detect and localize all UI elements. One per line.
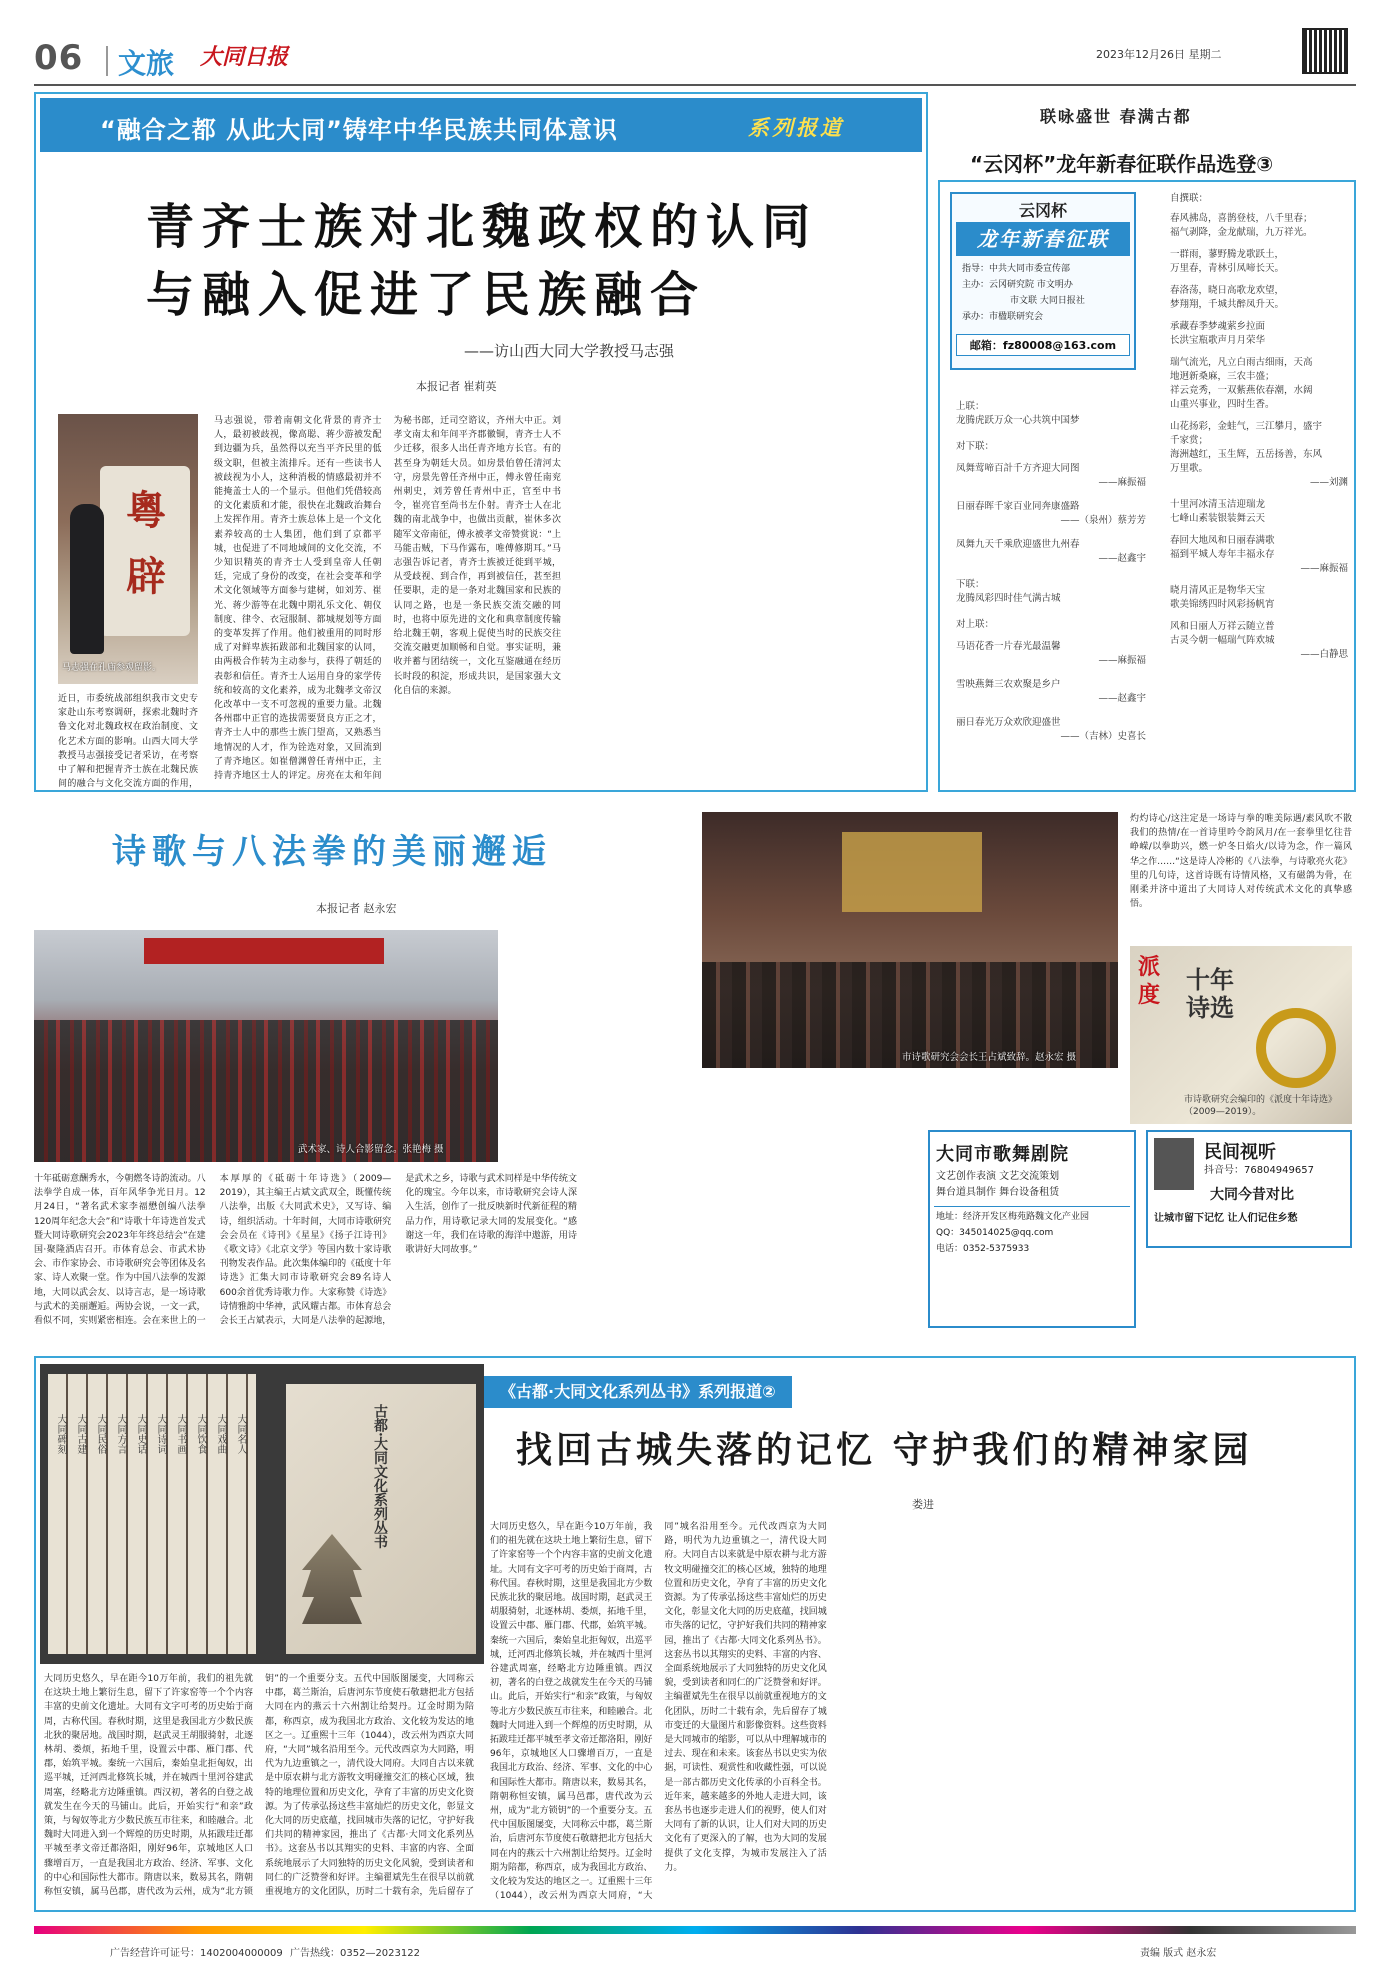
couplet-author: ——麻振福 [1098, 655, 1146, 666]
series-banner-text: “融合之都 从此大同”铸牢中华民族共同体意识 [100, 116, 618, 144]
couplet-line: 梦翔翔，千城共醉凤升天。 [1170, 299, 1285, 310]
series2-title: 找回古城失落的记忆 守护我们的精神家园 [516, 1430, 1253, 1471]
couplet-line: 歌美锦绣四时风彩扬帆宵 [1170, 599, 1275, 610]
couplet-line: 瑞气流光，凡立白雨古细雨，天高 [1170, 357, 1313, 368]
folk-ad-photo [1154, 1138, 1194, 1190]
book-spine-title: 大同戏曲 [215, 1414, 226, 1454]
theatre-ad-rule [934, 1206, 1130, 1207]
newspaper-logo: 大同日报 [200, 44, 289, 70]
couplet-line: 对上联： [956, 619, 995, 630]
couplet-line: 春风拂岛，喜鹊登枝，八千里春； [1170, 213, 1313, 224]
section-name: 文旅 [118, 47, 175, 80]
couplet-line: 长洪宝瓶歌声月月荣华 [1170, 335, 1266, 346]
couplet-line: 山重兴事业，四时生香。 [1170, 399, 1275, 410]
issue-date: 2023年12月26日 星期二 [1096, 48, 1222, 61]
couplet-header: 联咏盛世 春满古都 [1040, 107, 1192, 126]
book-spines-titles [48, 1414, 256, 1614]
couplet-line: 春回大地凤和日丽春满歌 [1170, 535, 1275, 546]
couplet-line: 上联： [956, 401, 985, 412]
book-cover-title: 十年诗选 [1186, 965, 1234, 1022]
book-spine-title: 大同史话 [135, 1414, 146, 1454]
poetry-title: 诗歌与八法拳的美丽邂逅 [112, 832, 552, 872]
qr-code[interactable] [1302, 28, 1348, 74]
couplet-line: 春洛荡，晓日高歌龙欢望， [1170, 285, 1285, 296]
book-spine-title: 大同民俗 [95, 1414, 106, 1454]
poetry-body: 十年砥砺意酬秀水，今朝燃冬诗韵流动。八法拳学自成一体，百年风华争光日月。12月24日，“著名武术家李福懋创编八法拳120周年纪念大会”和“诗歌十年诗选首发式暨大同诗歌研究会2023年年终总结会”在建国·聚隆酒店召开。市体育总会、市武术协会、市作家协会、市诗歌研究会等团体及名家、诗人欢聚一堂。作为中国八法拳的发源地，大同以武会友、以诗言志，是一场诗歌与武术的美丽邂逅。两协会说，一文一武，看似不同，实则紧密相连。会在来世上的一本厚厚的《砥砺十年诗选》（2009—2019），其主编王占斌文武双全，既懂传统八法拳，出版《大同武术史》，又写诗、编诗，组织活动。十年时间，大同市诗歌研究会会员在《诗刊》《星星》《扬子江诗刊》《歌文诗》《北京文学》等国内数十家诗歌刊物发表作品。此次集体编印的《砥度十年诗选》汇集大同市诗歌研究会89名诗人600余首优秀诗歌力作。大家称赞《诗选》诗情雅韵中华神，武风耀古都。市体育总会会长王占斌表示，大同是八法拳的起源地，是武术之乡，诗歌与武术同样是中华传统文化的瑰宝。今年以来，市诗歌研究会诗人深入生活，创作了一批反映新时代新征程的精品力作，用诗歌记录大同的发展变化。“感谢这一年，我们在诗歌的海洋中遨游，用诗歌讲好大同故事。” [34, 1174, 577, 1327]
headline-line2: 与融入促进了民族融合 [146, 267, 707, 323]
book-spine-title: 大同碑刻 [55, 1414, 66, 1454]
group-photo-crowd [34, 1020, 498, 1162]
speech-photo-caption: 市诗歌研究会会长王占斌致辞。赵永宏 摄 [902, 1052, 1077, 1063]
couplet-line: 山花扬彩，金蛙气，三江攀月，盛宇 [1170, 421, 1323, 432]
series-banner-tag: 系列报道 [748, 116, 844, 140]
theatre-ad-title: 大同市歌舞剧院 [936, 1144, 1069, 1165]
folk-ad-name: 大同今昔对比 [1210, 1187, 1294, 1203]
article-body: 马志强说，带着南朝文化背景的青齐士人，最初被歧视，像高聪、蒋少游被发配到边疆为兵，虽然得以充当平齐民里的低级文职，但被主流排斥。还有一些读书人被歧视为小人，这种消极的情感最初并不能掩盖士人的一个显示。但他们凭借较高的文化素质和才能，很快在北魏政治舞台上发挥作用。青齐士族总体上是一个文化素养较高的士人集团，他们到了京都平城，也促进了不同地域间的文化交流，不少知识精英的青齐士人受到皇帝人任朝廷，完成了身份的改变，在社会变革和学术文化领域等方面参与建树，如刘芳、崔光、蒋少游等在北魏中期礼乐文化、朝仪制度、律令、衣冠服制、都城规划等方面的变革发挥了作用。他们被重用的同时形成了对鲜卑族拓跋部和北魏国家的认同，由两极合作转为主动参与，获得了朝廷的表彰和信任。青齐士人运用自身的家学传统和较高的文化素养，成为北魏孝文帝汉化改革中一支不可忽视的重要力量。北魏各州郡中正官的选拔需要贤良方正之才，青齐士人中的那些士族门望高，又熟悉当地情况的人才，作为铨选对象，又回流到了青齐地区。如崔僧渊曾任青州中正，主持青齐地区士人的评定。房亮在太和年间为秘书郎，迁司空谘议，齐州大中正。刘孝文南太和年间平齐郡徽铜，青齐士人不少迁移，很多人出任青齐地方长官。有的甚至身为朝廷大员。如房景伯曾任清河太守，房景先曾任齐州中正，傅永曾任南兖州刺史，刘芳曾任青州中正，官至中书令，崔亮官至尚书左仆射。青齐士人在北魏的南北战争中，也做出贡献，崔休多次随军文帝南征，傅永被孝文帝赞赏说：“上马能击贼，下马作露布，唯傅修期耳。”马志强告诉记者，青齐士族被迁徙到平城，从受歧视、到合作，再到被信任，甚至担任要职，走的是一条对北魏国家和民族的认同之路，也是一条民族交流交融的同时，也将中原先进的文化和典章制度传输给北魏王朝，客观上促使当时的民族交往交流交融更加顺畅和自觉。事实证明，兼收并蓄与团结统一，文化互鉴融通在经历长时段的积淀，形成共识，是国家强大文化自信的来源。 [214, 416, 561, 782]
theatre-ad-qq[interactable]: QQ：345014025@qq.com [936, 1228, 1054, 1238]
contest-box-line: 主办：云冈研究院 市文明办 [962, 280, 1073, 290]
couplet-line: 风和日丽人万祥云随立普 [1170, 621, 1275, 632]
couplet-line: 雪映燕舞三农欢聚是乡户 [956, 679, 1061, 690]
contest-box-title2: 龙年新春征联 [956, 222, 1130, 256]
couplet-line: 下联： [956, 579, 985, 590]
theatre-ad-phone[interactable]: 电话：0352-5375933 [936, 1244, 1030, 1254]
series2-author: 娄进 [912, 1498, 934, 1511]
article-intro: 近日，市委统战部组织我市文史专家赴山东考察调研，探索北魏时齐鲁文化对北魏政权在政治制度、文化艺术方面的影响。山西大同大学教授马志强接受记者采访，在考察中了解和把握青齐士族在北魏民族间的融合与文化交流方面的作用， [58, 694, 198, 790]
series2-body-right: 大同历史悠久，早在距今10万年前，我们的祖先就在这块土地上繁衍生息，留下了许家窑等一个个内容丰富的史前文化遗址。大同有文字可考的历史始于商周，古称代国。春秋时期，这里是我国北方少数民族北狄的聚居地。战国时期，赵武灵王胡服骑射，北逐林胡、娄烦，拓地千里，设置云中郡、雁门郡、代郡，始筑平城。秦统一六国后，秦始皇北拒匈奴，出巡平城，迁河西北修筑长城，并在城西十里河谷建武周塞，经略北方边陲重镇。西汉初，著名的白登之战就发生在今天的马铺山。此后，开始实行“和亲”政策，与匈奴等北方少数民族互市往来，和睦融合。北魏时大同进入到一个辉煌的历史时期，从拓跋珪迁都平城至孝文帝迁都洛阳，刚好96年，京城地区人口骤增百万，一直是我国北方政治、经济、军事、文化的中心和国际性大都市。隋唐以来，数易其名，隋朝称恒安镇，属马邑郡，唐代改为云州，成为“北方锁钥”的一个重要分支。五代中国版图屡变，大同称云中郡，葛兰斯治，后唐河东节度使石敬瑭把北方包括大同在内的燕云十六州割让给契丹。辽金时期为陪都，称西京，成为我国北方政治、文化较为发达的地区之一。辽重熙十三年（1044），改云州为西京大同府，“大同”城名沿用至今。元代改西京为大同路，明代为九边重镇之一，清代设大同府。大同自古以来就是中原农耕与北方游牧文明碰撞交汇的核心区域，独特的地理位置和历史文化，孕育了丰富的历史文化资源。为了传承弘扬这些丰富灿烂的历史文化，彰显文化大同的历史底蕴，找回城市失落的记忆，守护好我们共同的精神家园，推出了《古都·大同文化系列丛书》。这套丛书以其翔实的史料、丰富的内容、全面系统地展示了大同独特的历史文化风貌，受到读者和同仁的广泛赞誉和好评。主编翟斌先生在很早以前就重视地方的文化团队，历时二十载有余，先后留存了城市变迁的大量图片和影像资料。这些资料是大同城市的缩影，可以从中理解城市的过去、现在和未来。该套丛书以史实为依据，可读性、观赏性和收藏性强，可以说是一部古都历史文化传承的小百科全书。近年来，越来越多的外地人走进大同，该套丛书也逐步走进人们的视野，使人们对大同有了新的认识，让人们对大同的历史文化有了更深入的了解，也为大同的发展提供了文化支撑，为城市发展注入了活力。 [490, 1522, 827, 1902]
couplet-left-col [956, 400, 1146, 744]
series2-tag: 《古都·大同文化系列丛书》系列报道② [484, 1376, 792, 1408]
couplet-line: 祥云竞秀，一双紫燕依春潮，水阔 [1170, 385, 1313, 396]
book-spine-title: 大同书画 [175, 1414, 186, 1454]
couplet-line: 凤舞九天千乘欣迎盛世九州春 [956, 539, 1080, 550]
folk-ad-slogan: 让城市留下记忆 让人们记住乡愁 [1154, 1213, 1298, 1224]
subtitle: ——访山西大同大学教授马志强 [464, 342, 675, 360]
poetry-right-text: 灼灼诗心/这注定是一场诗与拳的唯美际遇/素风吹不散我们的热情/在一首诗里吟令韵风月/在一套拳里忆往昔峥嵘/以拳助兴，燃一炉冬日焰火/以诗为念，作一篇风华之作……“这是诗人冷彬的《八法拳，与诗歌亮火花》里的几句诗，这首诗既有诗情风格，又有磁鸽为骨，在刚柔并济中道出了大同诗人对传统武术文化的真挚感悟。 [1130, 814, 1352, 910]
couplet-right-col [1170, 192, 1348, 662]
series2-body-left: 大同历史悠久，早在距今10万年前，我们的祖先就在这块土地上繁衍生息，留下了许家窑等一个个内容丰富的史前文化遗址。大同有文字可考的历史始于商周，古称代国。春秋时期，这里是我国北方少数民族北狄的聚居地。战国时期，赵武灵王胡服骑射，北逐林胡、娄烦，拓地千里，设置云中郡、雁门郡、代郡，始筑平城。秦统一六国后，秦始皇北拒匈奴，出巡平城，迁河西北修筑长城，并在城西十里河谷建武周塞，经略北方边陲重镇。西汉初，著名的白登之战就发生在今天的马铺山。此后，开始实行“和亲”政策，与匈奴等北方少数民族互市往来，和睦融合。北魏时大同进入到一个辉煌的历史时期，从拓跋珪迁都平城至孝文帝迁都洛阳，刚好96年，京城地区人口骤增百万，一直是我国北方政治、经济、军事、文化的中心和国际性大都市。隋唐以来，数易其名，隋朝称恒安镇，属马邑郡，唐代改为云州，成为“北方锁钥”的一个重要分支。五代中国版图屡变，大同称云中郡，葛兰斯治，后唐河东节度使石敬瑭把北方包括大同在内的燕云十六州割让给契丹。辽金时期为陪都，称西京，成为我国北方政治、文化较为发达的地区之一。辽重熙十三年（1044），改云州为西京大同府，“大同”城名沿用至今。元代改西京为大同路，明代为九边重镇之一，清代设大同府。大同自古以来就是中原农耕与北方游牧文明碰撞交汇的核心区域，独特的地理位置和历史文化，孕育了丰富的历史文化资源。为了传承弘扬这些丰富灿烂的历史文化，彰显文化大同的历史底蕴，找回城市失落的记忆，守护好我们共同的精神家园，推出了《古都·大同文化系列丛书》。这套丛书以其翔实的史料、丰富的内容、全面系统地展示了大同独特的历史文化风貌，受到读者和同仁的广泛赞誉和好评。主编翟斌先生在很早以前就重视地方的文化团队，历时二十载有余，先后留存了 [44, 1674, 474, 1898]
page-number: 06 [34, 38, 84, 78]
folk-ad-douyin[interactable]: 抖音号：76804949657 [1204, 1165, 1314, 1176]
contest-box-line: 市文联 大同日报社 [1010, 296, 1085, 306]
couplet-line: 龙腾虎跃万众一心共筑中国梦 [956, 415, 1080, 426]
folk-ad-title: 民间视听 [1204, 1142, 1276, 1163]
book-spine-title: 大同方言 [115, 1414, 126, 1454]
speech-photo [702, 812, 1118, 1068]
couplet-author: ——赵鑫宇 [1098, 553, 1146, 564]
couplet-author: ——刘渊 [1309, 477, 1348, 488]
couplet-line: 承藏春季梦魂萦乡拉面 [1170, 321, 1266, 332]
footer-color-strip [34, 1926, 1356, 1934]
header-divider [106, 46, 108, 76]
book-caption: 市诗歌研究会编印的《派度十年诗选》（2009—2019）。 [1184, 1095, 1338, 1117]
couplet-line: 一群雨，蓼野腾龙歌跃土， [1170, 249, 1285, 260]
person-figure [70, 504, 104, 654]
couplet-author: ——麻振福 [1098, 477, 1146, 488]
book-set-photo [40, 1364, 484, 1664]
couplet-line: 古灵今朝一幅瑞气阵欢城 [1170, 635, 1275, 646]
portrait-photo [58, 414, 198, 684]
couplet-line: 日丽春晖千家百业同奔康盛路 [956, 501, 1080, 512]
book-cover-photo [1130, 946, 1352, 1124]
byline: 本报记者 崔莉英 [416, 380, 497, 393]
couplet-line: 七峰山素装银装舞云天 [1170, 513, 1266, 524]
couplet-author: ——（泉州）蔡芳芳 [1060, 515, 1146, 526]
couplet-title: “云冈杯”龙年新春征联作品选登③ [970, 152, 1274, 176]
book-spine-title: 大同饮食 [195, 1414, 206, 1454]
contest-box-line: 指导：中共大同市委宣传部 [962, 264, 1071, 274]
couplet-line: 马语花香一片春光最温馨 [956, 641, 1061, 652]
couplet-line: 自撰联： [1170, 193, 1209, 204]
group-photo-caption: 武术家、诗人合影留念。张艳梅 摄 [298, 1144, 444, 1155]
theatre-ad-service: 文艺创作表演 文艺交流策划 [936, 1171, 1060, 1182]
speech-photo-screen [842, 832, 982, 912]
contest-box-title1: 云冈杯 [1018, 201, 1067, 220]
couplet-line: 晓月清风正是物华天宝 [1170, 585, 1266, 596]
contest-box-line: 承办：市楹联研究会 [962, 312, 1044, 322]
couplet-line: 福气剥降，金龙献瑞，九万祥光。 [1170, 227, 1313, 238]
couplet-line: 龙腾凤彩四时佳气满古城 [956, 593, 1061, 604]
poetry-byline: 本报记者 赵永宏 [316, 902, 397, 915]
ad-hotline: 广告热线：0352—2023122 [290, 1948, 420, 1959]
couplet-line: 对下联： [956, 441, 995, 452]
couplet-line: 丽日春光万众欢欣迎盛世 [956, 717, 1061, 728]
couplet-line: 万里春，青林引凤啼长天。 [1170, 263, 1285, 274]
book-box-title: 古都·大同文化系列丛书 [372, 1404, 388, 1549]
group-photo-banner [144, 938, 384, 964]
contest-email[interactable]: 邮箱：fz80008@163.com [956, 334, 1130, 356]
theatre-ad-address: 地址：经济开发区梅苑路魏文化产业园 [936, 1212, 1090, 1222]
header-rule [34, 84, 1356, 86]
tablet-inscription: 粵辟 [126, 487, 166, 600]
book-spine-title: 大同诗词 [155, 1414, 166, 1454]
couplet-line: 海洲越红，玉生辉，五岳扬善，东风 [1170, 449, 1323, 460]
book-circle [1256, 1008, 1336, 1088]
couplet-line: 凤舞莺啼百計千方齐迎大同图 [956, 463, 1080, 474]
couplet-author: ——白静思 [1300, 649, 1348, 660]
couplet-line: 地迥新桑麻，三农丰盛； [1170, 371, 1275, 382]
book-logo: 派度 [1138, 955, 1161, 1008]
book-spine-title: 大同古建 [75, 1414, 86, 1454]
couplet-author: ——（吉林）史喜长 [1060, 731, 1146, 742]
couplet-line: 十里河冰清玉洁迎瑞龙 [1170, 499, 1266, 510]
couplet-line: 福到平城人寿年丰福永存 [1170, 549, 1275, 560]
theatre-ad-service: 舞台道具制作 舞台设备租赁 [936, 1187, 1060, 1198]
couplet-line: 千家赏； [1170, 435, 1209, 446]
couplet-line: 万里歌。 [1170, 463, 1209, 474]
couplet-author: ——赵鑫宇 [1098, 693, 1146, 704]
editor-credit: 责编 版式 赵永宏 [1140, 1948, 1217, 1959]
headline-line1: 青齐士族对北魏政权的认同 [146, 199, 819, 255]
portrait-caption: 马志强在孔庙参观留影。 [62, 663, 162, 673]
couplet-author: ——麻振福 [1300, 563, 1348, 574]
ad-permit: 广告经营许可证号：1402004000009 [110, 1948, 283, 1959]
book-spine-title: 大同名人 [235, 1414, 246, 1454]
group-photo [34, 930, 498, 1162]
